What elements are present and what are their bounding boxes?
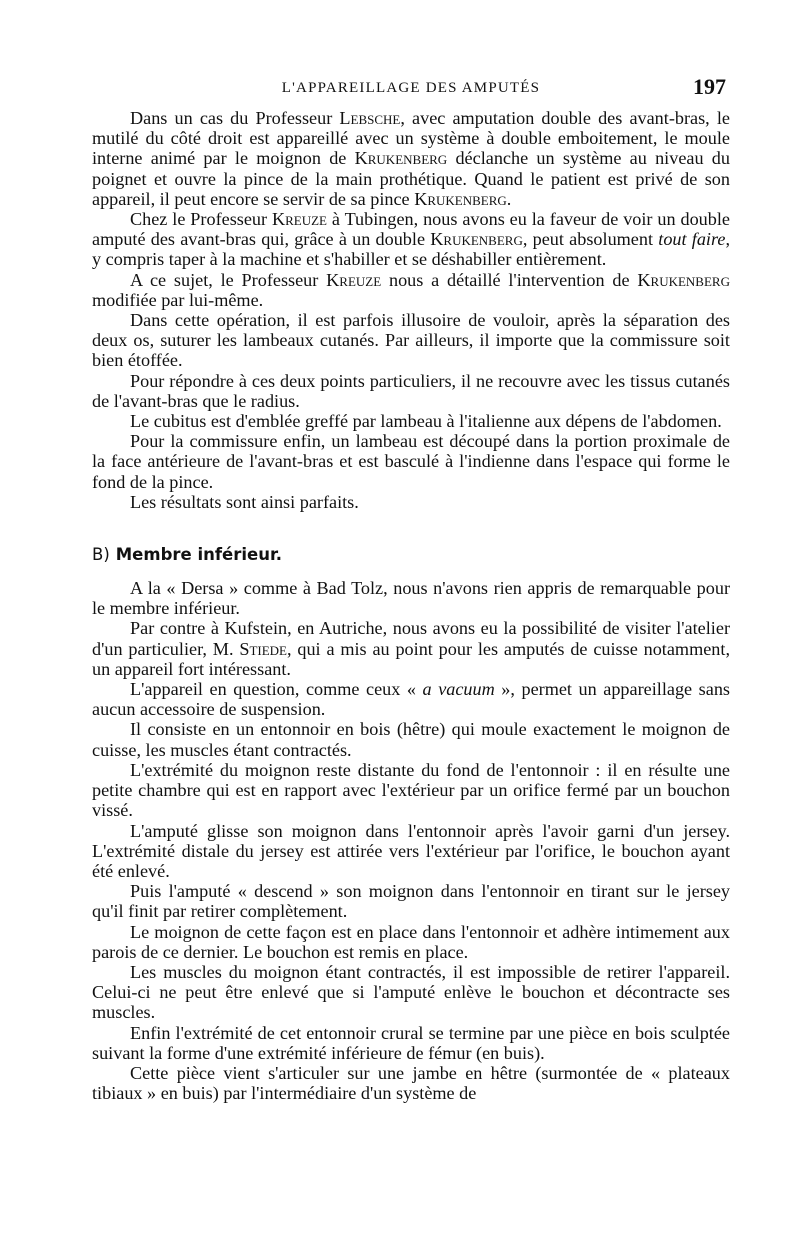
text-run: , qui a mis au point pour les amputés de cuisse notamment, un appareil fort intéressant.: [92, 638, 730, 679]
text-run: Dans un cas du Professeur: [130, 108, 340, 128]
person-name: Stiede: [239, 638, 287, 659]
paragraph: [92, 108, 730, 209]
paragraph: [92, 270, 730, 310]
emphasis: a vacuum: [422, 679, 495, 700]
emphasis: tout faire: [658, 229, 726, 250]
paragraph: [92, 209, 730, 270]
text-run: , avec amputation double des avant-bras, le mutilé du côté droit est appareillé avec un système à double emboitement, le moule interne animé par le moignon de: [92, 108, 730, 169]
text-run: L'appareil en question, comme ceux «: [130, 679, 423, 700]
paragraph: A la « Dersa » comme à Bad Tolz, nous n'avons rien appris de remarquable pour le membre inférieur.: [92, 578, 730, 619]
text-run: », permet un appareillage sans aucun accessoire de suspension.: [92, 679, 730, 720]
text-run: , y compris taper à la machine et s'habiller et se déshabiller entièrement.: [92, 229, 731, 270]
paragraph: [92, 679, 730, 719]
text-run: Chez le Professeur: [130, 209, 272, 230]
text-run: , peut absolument: [522, 229, 659, 250]
book-page: [92, 74, 730, 1103]
section-title: Membre inférieur.: [115, 545, 283, 565]
paragraph: Le moignon de cette façon est en place dans l'entonnoir et adhère intimement aux parois de ce dernier. Le bouchon est remis en place.: [92, 921, 730, 962]
paragraph: Cette pièce vient s'articuler sur une jambe en hêtre (surmontée de « plateaux tibiaux » en buis) par l'intermédiaire d'un système de: [92, 1062, 730, 1104]
paragraph: [92, 618, 730, 679]
paragraph: Les résultats sont ainsi parfaits.: [130, 491, 359, 512]
author-name: Kreuze: [326, 269, 382, 290]
running-title: L'APPAREILLAGE DES AMPUTÉS: [281, 80, 541, 96]
paragraph: L'extrémité du moignon reste distante du fond de l'entonnoir : il en résulte une petite chambre qui est en rapport avec l'extérieur par un orifice fermé par un bouchon vissé.: [92, 759, 730, 821]
author-name: Krukenberg: [637, 269, 730, 290]
text-run: nous a détaillé l'intervention de: [381, 269, 638, 290]
author-name: Krukenberg: [414, 188, 507, 209]
page-header: [92, 74, 730, 108]
section-marker: B): [92, 545, 110, 565]
paragraph: L'amputé glisse son moignon dans l'entonnoir après l'avoir garni d'un jersey. L'extrémité distale du jersey est attirée vers l'extérieur par l'orifice, le bouchon ayant été enlevé.: [92, 820, 730, 881]
paragraph: Pour répondre à ces deux points particuliers, il ne recouvre avec les tissus cutanés de l'avant-bras que le radius.: [92, 370, 730, 411]
paragraph: Dans cette opération, il est parfois illusoire de vouloir, après la séparation des deux os, suturer les lambeaux cutanés. Par ailleurs, il importe que la commissure soit bien étoffée.: [92, 310, 730, 371]
paragraph: Le cubitus est d'emblée greffé par lambeau à l'italienne aux dépens de l'abdomen.: [130, 411, 722, 432]
part-upper-limb-text: [92, 108, 730, 512]
page-number: 197: [693, 74, 726, 99]
part-lower-limb-text: [92, 578, 730, 1103]
author-name: Krukenberg: [354, 148, 448, 169]
paragraph: Il consiste en un entonnoir en bois (hêtre) qui moule exactement le moignon de cuisse, les muscles étant contractés.: [92, 719, 730, 760]
paragraph: Les muscles du moignon étant contractés, il est impossible de retirer l'appareil. Celui-ci ne peut être enlevé que si l'amputé enlève le bouchon et décontracte ses muscles.: [92, 961, 730, 1023]
section-heading: [92, 544, 730, 566]
paragraph: Puis l'amputé « descend » son moignon dans l'entonnoir en tirant sur le jersey qu'il finit par retirer complètement.: [92, 881, 730, 922]
paragraph: Enfin l'extrémité de cet entonnoir crural se termine par une pièce en bois sculptée suivant la forme d'une extrémité inférieure de fémur (en buis).: [92, 1022, 730, 1063]
text-run: à Tubingen, nous avons eu la faveur de voir un double amputé des avant-bras qui, grâce à un double: [92, 209, 730, 250]
text-run: A ce sujet, le Professeur: [130, 269, 327, 290]
author-name: Kreuze: [271, 209, 328, 230]
text-run: déclanche un système au niveau du poignet et ouvre la pince de la main prothétique. Quand le patient est privé de son appareil, il peut encore se servir de sa pince: [92, 148, 730, 209]
author-name: Krukenberg: [430, 229, 523, 250]
text-run: .: [506, 188, 512, 209]
author-name: Lebsche: [339, 108, 401, 128]
text-run: modifiée par lui-même.: [92, 289, 264, 310]
text-run: Par contre à Kufstein, en Autriche, nous avons eu la possibilité de visiter l'atelier d'un particulier, M.: [92, 618, 730, 659]
paragraph: Pour la commissure enfin, un lambeau est découpé dans la portion proximale de la face antérieure de l'avant-bras et est basculé à l'indienne dans l'espace qui forme le fond de la pince.: [92, 431, 730, 492]
